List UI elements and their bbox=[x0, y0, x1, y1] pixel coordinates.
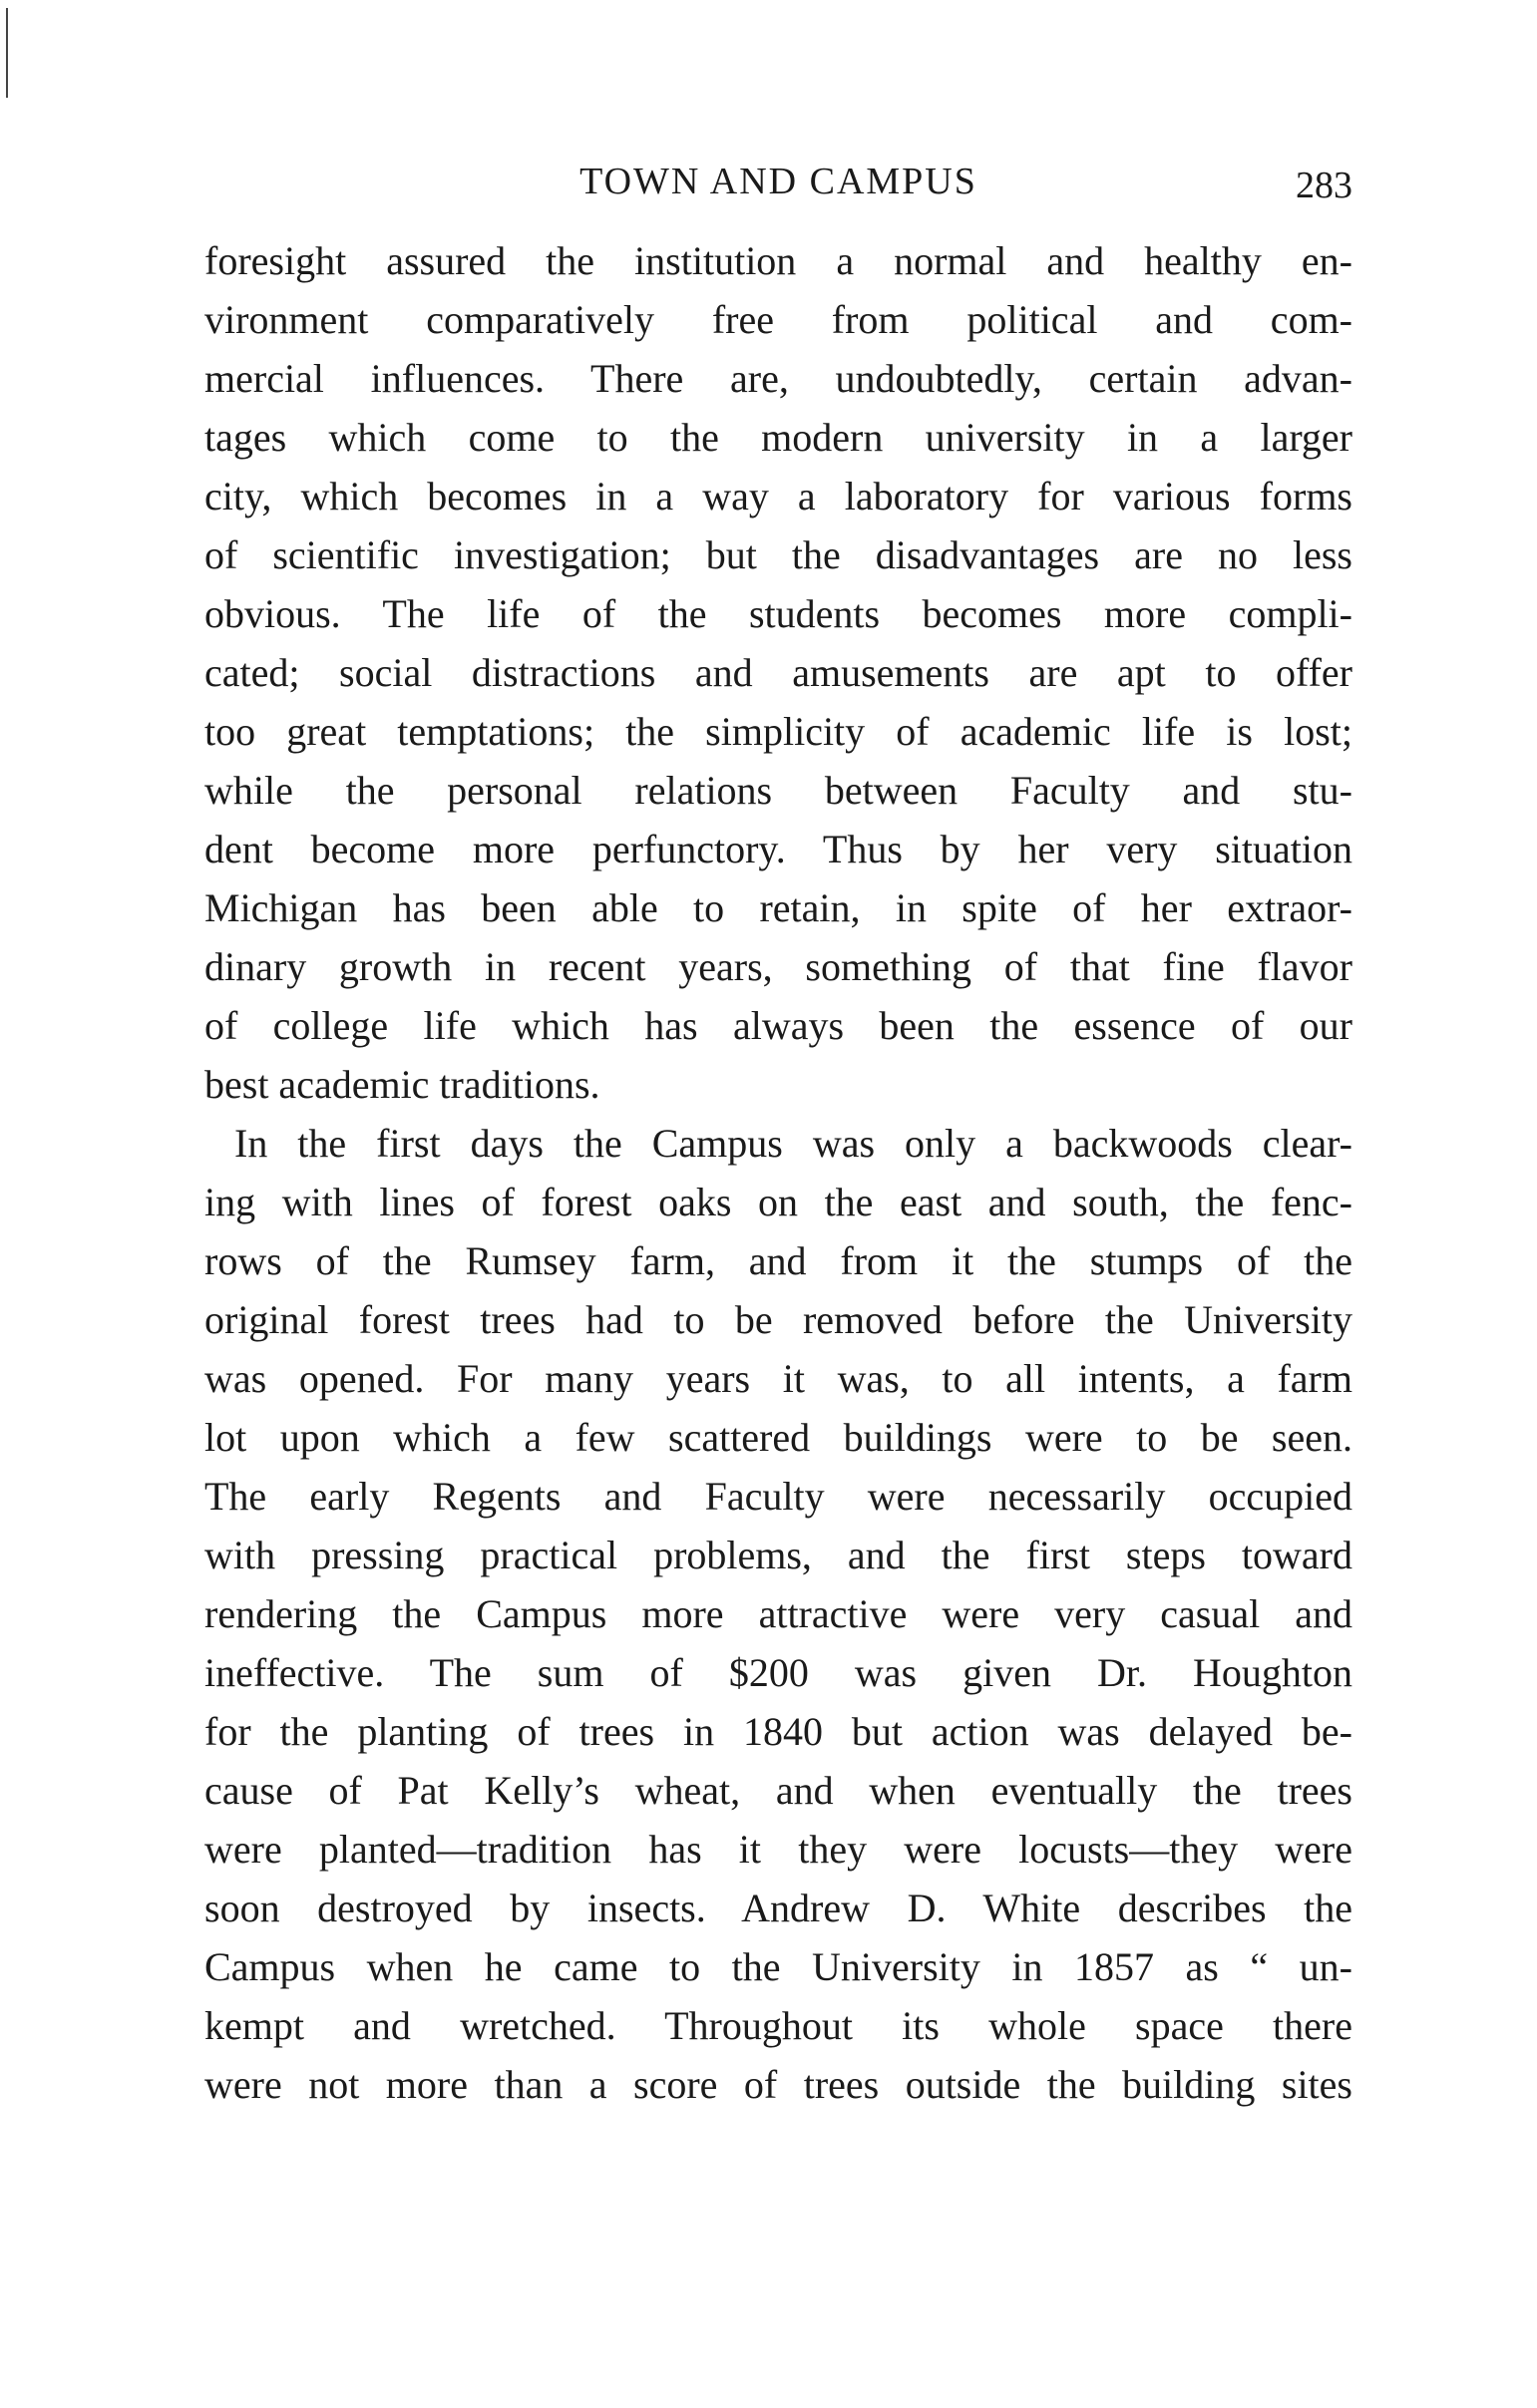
body-text bbox=[204, 231, 1352, 2114]
text-line: city, which becomes in a way a laboratory for various forms bbox=[204, 474, 1352, 518]
text-line: dinary growth in recent years, something of that fine flavor bbox=[204, 944, 1352, 989]
text-line: for the planting of trees in 1840 but action was delayed be- bbox=[204, 1709, 1352, 1754]
running-head bbox=[204, 160, 1352, 209]
text-line: Campus when he came to the University in 1857 as “ un- bbox=[204, 1944, 1352, 1989]
text-line: tages which come to the modern university in a larger bbox=[204, 415, 1352, 460]
text-line: of college life which has always been the essence of our bbox=[204, 1003, 1352, 1048]
text-line: with pressing practical problems, and the first steps toward bbox=[204, 1533, 1352, 1577]
text-line: The early Regents and Faculty were necessarily occupied bbox=[204, 1474, 1352, 1519]
paragraph-start-line: In the first days the Campus was only a backwoods clear- bbox=[234, 1121, 1352, 1166]
text-line: dent become more perfunctory. Thus by her very situation bbox=[204, 827, 1352, 871]
paragraph-end-line: best academic traditions. bbox=[204, 1062, 600, 1107]
text-line: obvious. The life of the students becomes more compli- bbox=[204, 591, 1352, 636]
text-line: ineffective. The sum of $200 was given Dr. Houghton bbox=[204, 1650, 1352, 1695]
text-line: was opened. For many years it was, to all intents, a farm bbox=[204, 1356, 1352, 1401]
text-line: too great temptations; the simplicity of academic life is lost; bbox=[204, 709, 1352, 754]
text-line: Michigan has been able to retain, in spite of her extraor- bbox=[204, 885, 1352, 930]
running-title: TOWN AND CAMPUS bbox=[579, 161, 977, 202]
text-line: kempt and wretched. Throughout its whole space there bbox=[204, 2003, 1352, 2048]
text-line: ing with lines of forest oaks on the east and south, the fenc- bbox=[204, 1180, 1352, 1224]
text-line: vironment comparatively free from political and com- bbox=[204, 297, 1352, 342]
text-line: cause of Pat Kelly’s wheat, and when eventually the trees bbox=[204, 1768, 1352, 1813]
text-line: rows of the Rumsey farm, and from it the stumps of the bbox=[204, 1238, 1352, 1283]
text-line: cated; social distractions and amusements are apt to offer bbox=[204, 650, 1352, 695]
text-line: were planted—tradition has it they were locusts—they were bbox=[204, 1827, 1352, 1872]
page-number: 283 bbox=[1296, 165, 1352, 206]
text-line: were not more than a score of trees outside the building sites bbox=[204, 2062, 1352, 2107]
text-line: rendering the Campus more attractive were very casual and bbox=[204, 1591, 1352, 1636]
text-line: while the personal relations between Faculty and stu- bbox=[204, 768, 1352, 813]
text-line: foresight assured the institution a normal and healthy en- bbox=[204, 238, 1352, 283]
text-line: mercial influences. There are, undoubtedly, certain advan- bbox=[204, 356, 1352, 401]
scan-edge-mark bbox=[6, 8, 8, 98]
text-line: of scientific investigation; but the disadvantages are no less bbox=[204, 532, 1352, 577]
text-line: lot upon which a few scattered buildings were to be seen. bbox=[204, 1415, 1352, 1460]
text-line: soon destroyed by insects. Andrew D. White describes the bbox=[204, 1886, 1352, 1930]
text-line: original forest trees had to be removed before the University bbox=[204, 1297, 1352, 1342]
